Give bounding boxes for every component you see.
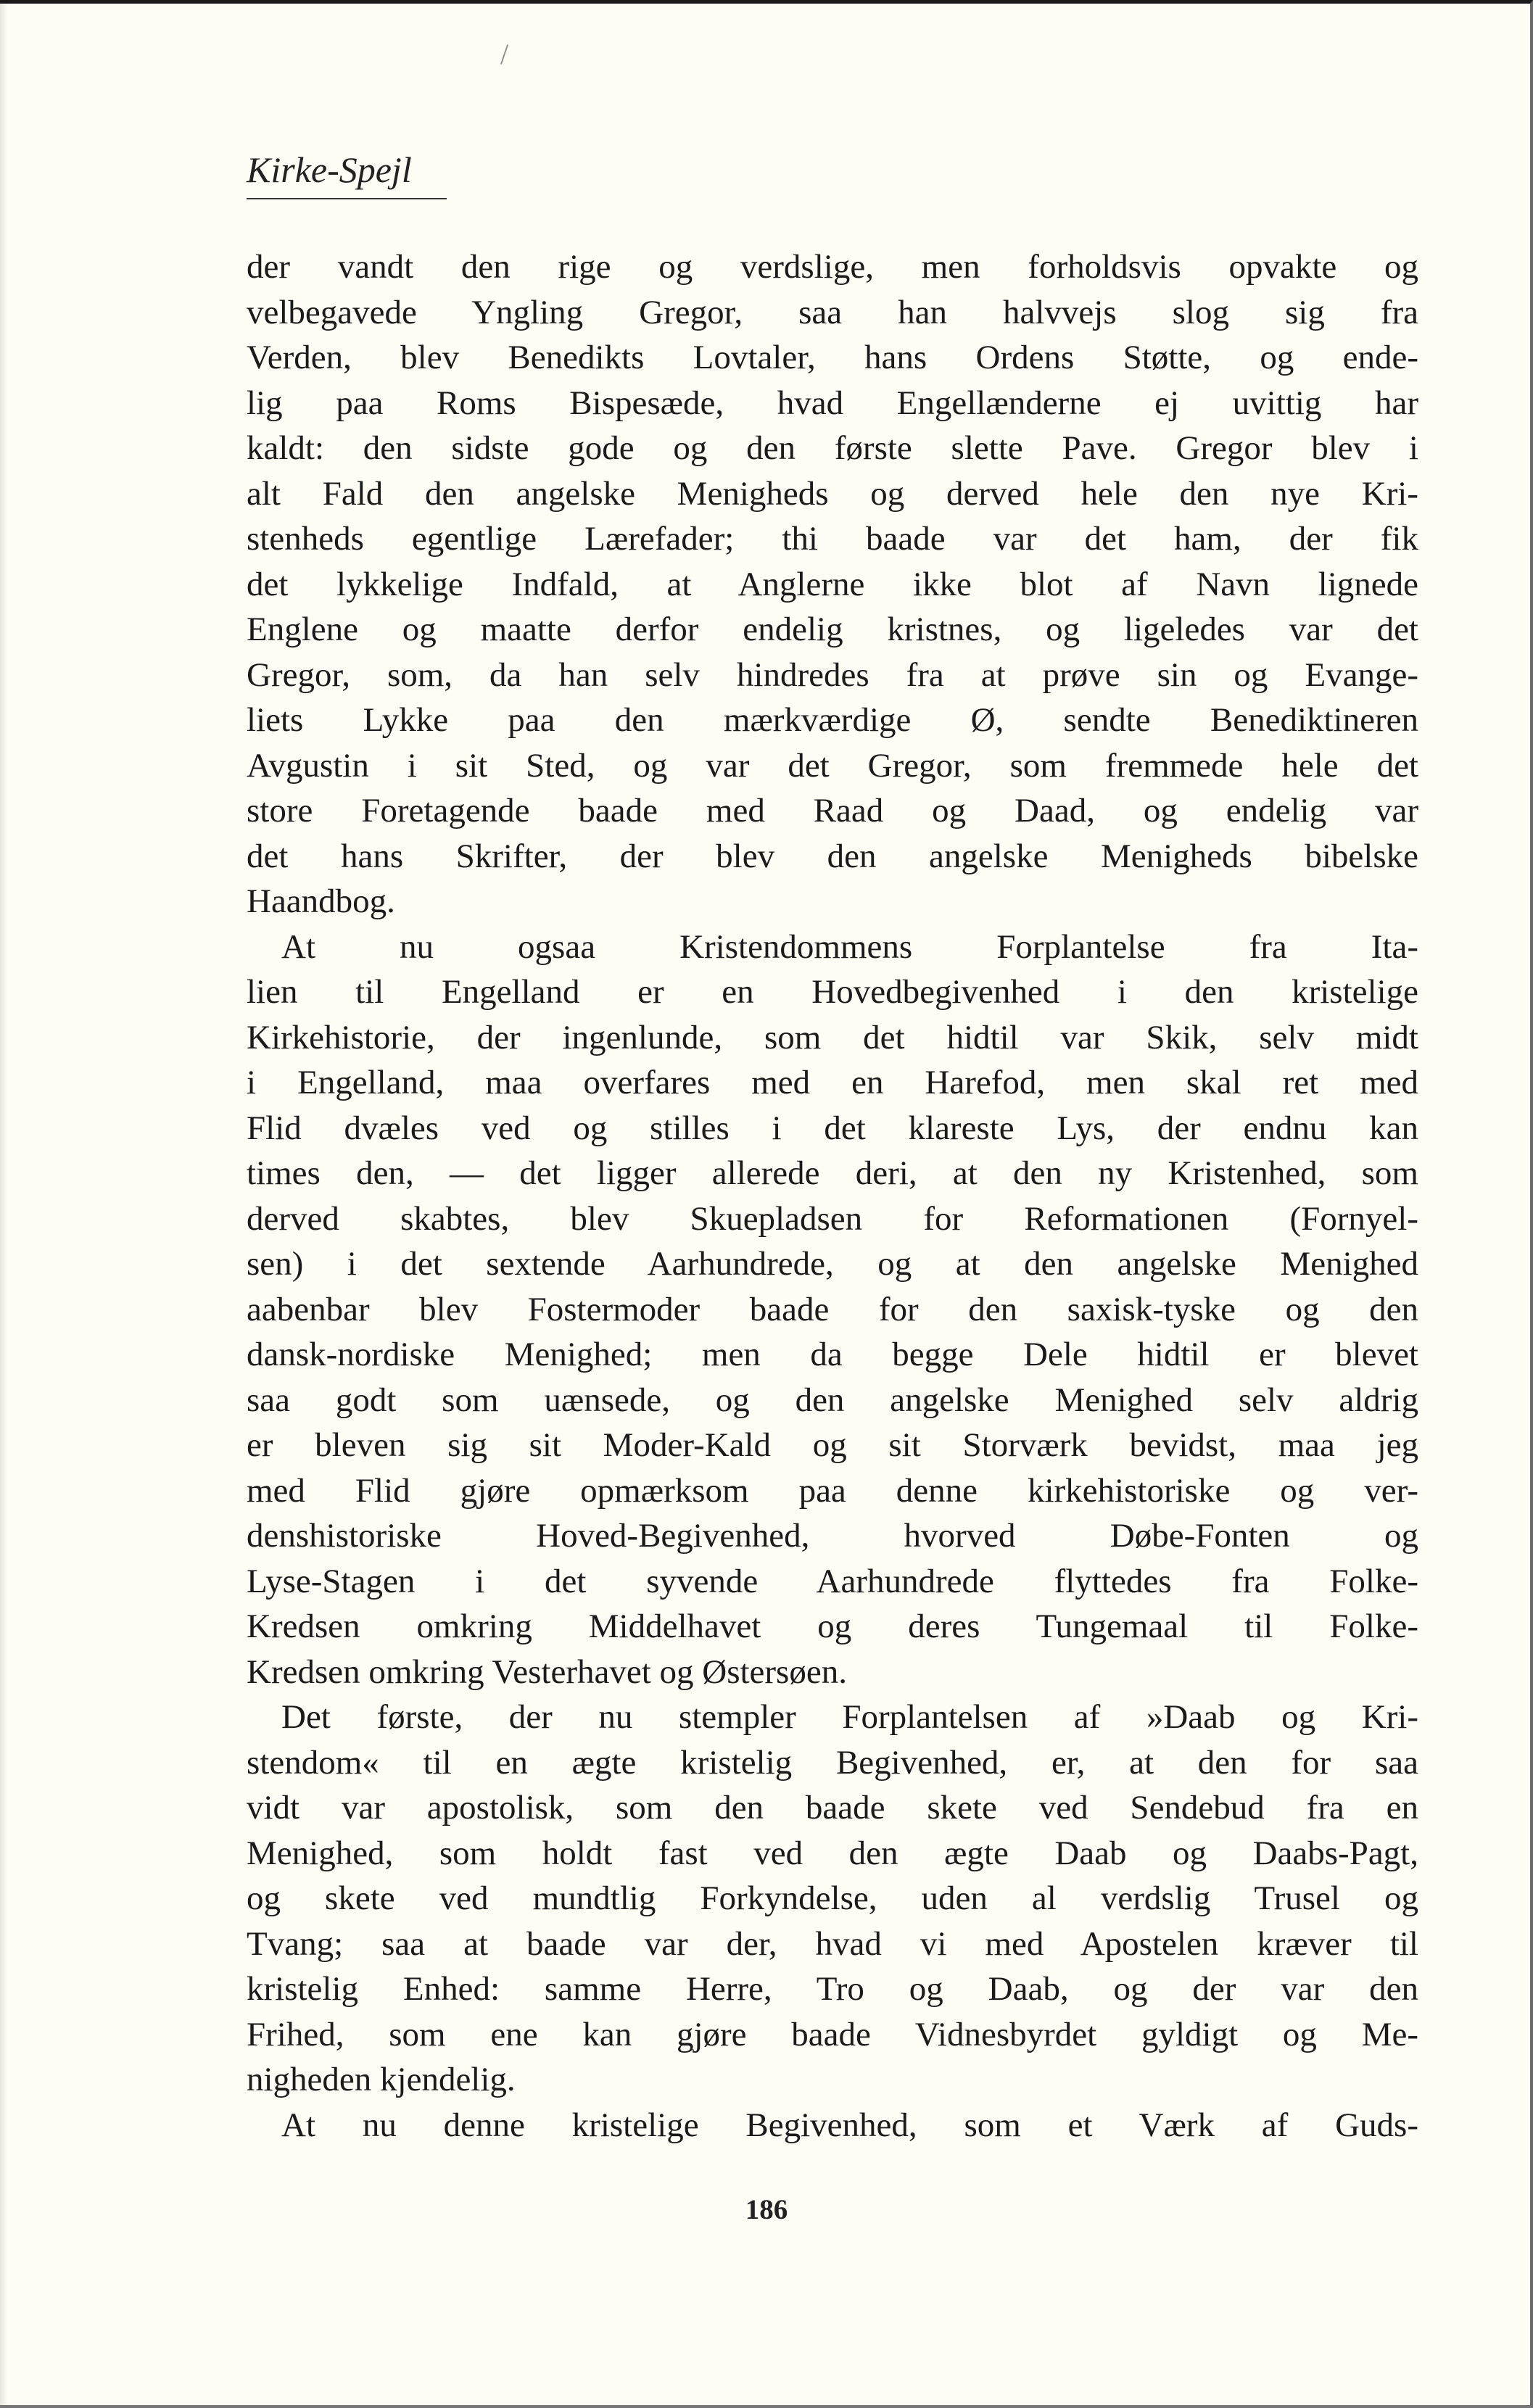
text-line: kristelig Enhed: samme Herre, Tro og Daab, og der var den — [247, 1970, 1418, 2008]
text-line: saa godt som uænsede, og den angelske Menighed selv aldrig — [247, 1381, 1418, 1419]
text-line: alt Fald den angelske Menigheds og derved hele den nye Kri- — [247, 474, 1418, 513]
text-line: times den, — det ligger allerede deri, at den ny Kristenhed, som — [247, 1154, 1418, 1192]
page-number: 186 — [745, 2194, 788, 2225]
text-line: Haandbog. — [247, 882, 395, 920]
text-line: nigheden kjendelig. — [247, 2061, 516, 2098]
running-head: Kirke-Spejl — [247, 149, 412, 190]
text-line: er bleven sig sit Moder-Kald og sit Storværk bevidst, maa jeg — [247, 1426, 1418, 1464]
text-line: Lyse-Stagen i det syvende Aarhundrede flyttedes fra Folke- — [247, 1562, 1418, 1600]
text-line: Kredsen omkring Middelhavet og deres Tungemaal til Folke- — [247, 1608, 1418, 1645]
text-line: denshistoriske Hoved-Begivenhed, hvorved Døbe-Fonten og — [247, 1517, 1418, 1555]
text-line: Kredsen omkring Vesterhavet og Østersøen. — [247, 1652, 847, 1691]
text-line: Flid dvæles ved og stilles i det klareste Lys, der endnu kan — [247, 1109, 1418, 1147]
text-line: stendom« til en ægte kristelig Begivenhed, er, at den for saa — [247, 1743, 1418, 1782]
text-line: i Engelland, maa overfares med en Harefod, men skal ret med — [247, 1064, 1418, 1101]
text-line: store Foretagende baade med Raad og Daad, og endelig var — [247, 792, 1418, 829]
text-line: det hans Skrifter, der blev den angelske Menigheds bibelske — [247, 837, 1418, 875]
text-line: Det første, der nu stempler Forplantelsen af »Daab og Kri- — [281, 1698, 1418, 1736]
text-line: Kirkehistorie, der ingenlunde, som det hidtil var Skik, selv midt — [247, 1018, 1418, 1056]
running-head-rule — [247, 198, 447, 199]
text-line: Gregor, som, da han selv hindredes fra at prøve sin og Evange- — [247, 655, 1418, 694]
text-line: sen) i det sextende Aarhundrede, og at den angelske Menighed — [247, 1245, 1418, 1283]
text-line: derved skabtes, blev Skuepladsen for Reformationen (Fornyel- — [247, 1199, 1418, 1238]
text-line: stenheds egentlige Lærefader; thi baade var det ham, der fik — [247, 520, 1418, 558]
body-text — [247, 244, 1418, 2148]
text-line: Frihed, som ene kan gjøre baade Vidnesbyrdet gyldigt og Me- — [247, 2015, 1418, 2053]
text-line: velbegavede Yngling Gregor, saa han halvvejs slog sig fra — [247, 293, 1418, 331]
text-line: aabenbar blev Fostermoder baade for den saxisk-tyske og den — [247, 1290, 1418, 1328]
text-line: vidt var apostolisk, som den baade skete ved Sendebud fra en — [247, 1789, 1418, 1826]
text-line: dansk-nordiske Menighed; men da begge Dele hidtil er blevet — [247, 1336, 1418, 1373]
pencil-mark: / — [500, 38, 509, 70]
text-line: det lykkelige Indfald, at Anglerne ikke blot af Navn lignede — [247, 565, 1418, 603]
text-line: Avgustin i sit Sted, og var det Gregor, som fremmede hele det — [247, 746, 1418, 785]
text-line: der vandt den rige og verdslige, men forholdsvis opvakte og — [247, 248, 1418, 286]
text-line: liets Lykke paa den mærkværdige Ø, sendte Benediktineren — [247, 701, 1418, 739]
text-line: At nu ogsaa Kristendommens Forplantelse fra Ita- — [281, 927, 1418, 966]
text-line: At nu denne kristelige Begivenhed, som et Værk af Guds- — [281, 2106, 1418, 2144]
text-line: Tvang; saa at baade var der, hvad vi med Apostelen kræver til — [247, 1924, 1418, 1963]
text-line: med Flid gjøre opmærksom paa denne kirkehistoriske og ver- — [247, 1471, 1418, 1510]
text-line: lig paa Roms Bispesæde, hvad Engellænderne ej uvittig har — [247, 384, 1418, 422]
text-line: Verden, blev Benedikts Lovtaler, hans Ordens Støtte, og ende- — [247, 339, 1418, 376]
text-line: Menighed, som holdt fast ved den ægte Daab og Daabs-Pagt, — [247, 1834, 1418, 1872]
text-line: Englene og maatte derfor endelig kristnes, og ligeledes var det — [247, 611, 1418, 648]
text-line: og skete ved mundtlig Forkyndelse, uden al verdslig Trusel og — [247, 1879, 1418, 1917]
text-line: kaldt: den sidste gode og den første slette Pave. Gregor blev i — [247, 429, 1418, 467]
text-line: lien til Engelland er en Hovedbegivenhed i den kristelige — [247, 973, 1418, 1011]
